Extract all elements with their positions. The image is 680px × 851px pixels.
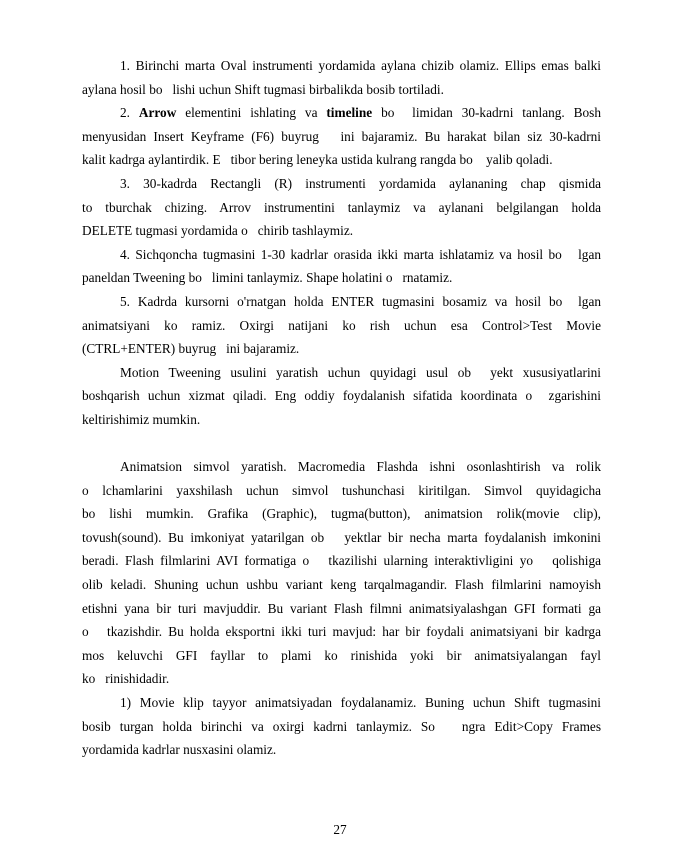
paragraph	[82, 54, 601, 101]
paragraph	[82, 361, 601, 432]
bold-term: timeline	[326, 105, 373, 121]
text-line: etishni yana bir turi mavjuddir. Bu variant Flash filmni animatsiyalashgan GFI formati ga	[82, 600, 601, 616]
text-line: 5. Kadrda kursorni o'rnatgan holda ENTER tugmasini bosamiz va hosil bo lgan	[120, 293, 601, 309]
paragraph	[82, 101, 601, 172]
text-line: boshqarish uchun xizmat qiladi. Eng oddiy foydalanish sifatida koordinata o zgarishini	[82, 388, 601, 404]
paragraph	[82, 243, 601, 290]
text-line: Animatsion simvol yaratish. Macromedia Flashda ishni osonlashtirish va rolik	[120, 459, 601, 475]
text-segment: bo limidan 30-kadrni tanlang. Bosh	[372, 105, 601, 121]
paragraph	[82, 290, 601, 361]
text-line: yordamida kadrlar nusxasini olamiz.	[82, 742, 277, 758]
blank-line	[82, 432, 601, 456]
text-line: bo lishi mumkin. Grafika (Graphic), tugma(button), animatsion rolik(movie clip),	[82, 506, 601, 522]
paragraph	[82, 172, 601, 243]
text-line: (CTRL+ENTER) buyrug ini bajaramiz.	[82, 341, 300, 357]
bold-term: Arrow	[138, 105, 177, 121]
text-line: keltirishimiz mumkin.	[82, 411, 201, 427]
text-line: animatsiyani ko ramiz. Oxirgi natijani ko rish uchun esa Control>Test Movie	[82, 317, 601, 333]
text-line	[82, 101, 601, 125]
text-line: to tburchak chizing. Arrov instrumentini tanlaymiz va aylanani belgilangan holda	[82, 199, 601, 215]
text-line: o lchamlarini yaxshilash uchun simvol tushunchasi kiritilgan. Simvol quyidagicha	[82, 482, 601, 498]
text-line: Motion Tweening usulini yaratish uchun quyidagi usul ob yekt xususiyatlarini	[120, 364, 601, 380]
text-line: DELETE tugmasi yordamida o chirib tashlaymiz.	[82, 223, 354, 239]
text-line: ko rinishidadir.	[82, 671, 170, 687]
text-line: aylana hosil bo lishi uchun Shift tugmasi birbalikda bosib tortiladi.	[82, 81, 444, 97]
text-line: 1. Birinchi marta Oval instrumenti yordamida aylana chizib olamiz. Ellips emas balki	[120, 58, 601, 73]
text-segment: elementini ishlating va	[176, 105, 327, 121]
text-line: 4. Sichqoncha tugmasini 1-30 kadrlar orasida ikki marta ishlatamiz va hosil bo lgan	[120, 246, 601, 262]
text-line: bosib turgan holda birinchi va oxirgi kadrni tanlaymiz. So ngra Edit>Copy Frames	[82, 718, 601, 734]
text-line: o tkazishdir. Bu holda eksportni ikki turi mavjud: har bir foydali animatsiyani bir kadrga	[82, 624, 601, 640]
text-line: mos keluvchi GFI fayllar to plami ko rinishida yoki bir animatsiyalangan fayl	[82, 647, 601, 663]
paragraph	[82, 455, 601, 691]
text-line: kalit kadrga aylantirdik. E tibor bering leneyka ustida kulrang rangda bo yalib qoladi.	[82, 152, 553, 168]
text-line: menyusidan Insert Keyframe (F6) buyrug ini bajaramiz. Bu harakat bilan siz 30-kadrni	[82, 128, 601, 144]
text-line: olib keladi. Shuning uchun ushbu variant keng tarqalmagandir. Flash filmlarini namoyish	[82, 577, 601, 593]
text-line: beradi. Flash filmlarini AVI formatiga o tkazilishi ularning interaktivligini yo qolishiga	[82, 553, 601, 569]
page-number: 27	[333, 822, 347, 837]
paragraph	[82, 691, 601, 762]
text-line: 1) Movie klip tayyor animatsiyadan foydalanamiz. Buning uchun Shift tugmasini	[120, 695, 601, 711]
text-line: paneldan Tweening bo limini tanlaymiz. Shape holatini o rnatamiz.	[82, 270, 453, 286]
text-line: 3. 30-kadrda Rectangli (R) instrumenti yordamida aylananing chap qismida	[120, 175, 601, 191]
document-body	[82, 54, 601, 762]
text-line: tovush(sound). Bu imkoniyat yatarilgan ob yektlar bir necha marta foydalanish imkonini	[82, 529, 601, 545]
text-segment: 2.	[120, 105, 139, 121]
